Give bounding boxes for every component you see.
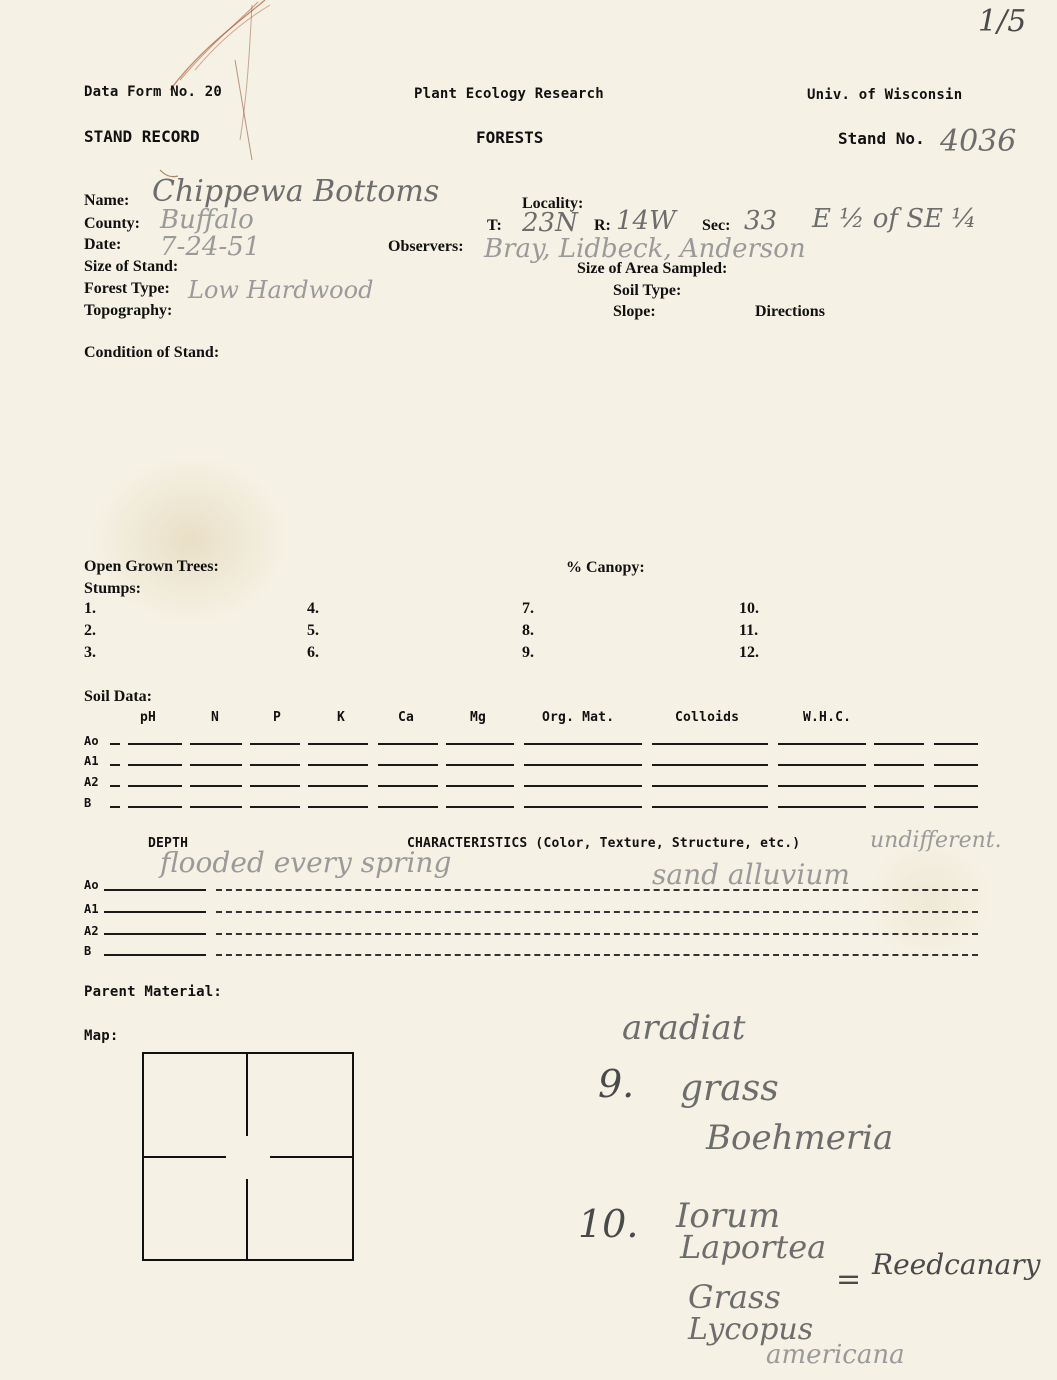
soil-entry-line xyxy=(190,806,242,808)
form-number: Data Form No. 20 xyxy=(84,84,223,100)
soil-entry-line xyxy=(308,806,368,808)
note-line: Iorum xyxy=(676,1196,781,1236)
soil-col-k: K xyxy=(337,710,346,725)
soil-entry-line xyxy=(128,785,182,787)
soil-entry-line xyxy=(652,785,768,787)
stump-number: 3. xyxy=(84,644,96,661)
stump-number: 1. xyxy=(84,600,96,617)
soil-entry-line xyxy=(524,806,642,808)
observers-value: Bray, Lidbeck, Anderson xyxy=(484,234,806,264)
profile-note-sand: sand alluvium xyxy=(652,858,850,891)
name-value: Chippewa Bottoms xyxy=(152,174,440,209)
section-label: Sec: xyxy=(702,217,731,234)
profile-note-undifferentiated: undifferent. xyxy=(870,828,1002,853)
forest-type-label: Forest Type: xyxy=(84,280,170,297)
soil-entry-line xyxy=(128,806,182,808)
soil-entry-line xyxy=(934,743,978,745)
county-value: Buffalo xyxy=(160,205,254,235)
note-line: Lycopus xyxy=(688,1312,814,1347)
name-label: Name: xyxy=(84,192,130,209)
soil-row-label: B xyxy=(84,796,92,810)
stump-number: 8. xyxy=(522,622,534,639)
size-of-stand-label: Size of Stand: xyxy=(84,258,179,275)
soil-entry-line xyxy=(250,785,300,787)
stump-number: 6. xyxy=(307,644,319,661)
characteristics-entry-line xyxy=(216,954,978,956)
stump-number: 5. xyxy=(307,622,319,639)
soil-entry-line xyxy=(128,743,182,745)
soil-entry-line xyxy=(652,806,768,808)
open-grown-trees-label: Open Grown Trees: xyxy=(84,558,219,575)
parent-material-label: Parent Material: xyxy=(84,984,223,1000)
soil-entry-line xyxy=(308,743,368,745)
soil-col-colloids: Colloids xyxy=(675,710,740,725)
note-number: 10. xyxy=(578,1202,639,1246)
soil-entry-line xyxy=(378,764,438,766)
soil-col-ca: Ca xyxy=(398,710,415,725)
profile-row-label: B xyxy=(84,944,92,958)
soil-entry-line xyxy=(778,785,866,787)
note-line: Laportea xyxy=(680,1228,827,1266)
stump-number: 4. xyxy=(307,600,319,617)
profile-row-label: Ao xyxy=(84,878,99,892)
soil-entry-line xyxy=(874,806,924,808)
canopy-label: % Canopy: xyxy=(566,559,645,576)
stump-number: 2. xyxy=(84,622,96,639)
soil-entry-line xyxy=(308,785,368,787)
depth-entry-line xyxy=(104,954,206,956)
directions-label: Directions xyxy=(755,303,825,320)
soil-entry-line xyxy=(446,785,514,787)
stump-number: 10. xyxy=(739,600,759,617)
map-divider xyxy=(144,1156,226,1158)
date-value: 7-24-51 xyxy=(160,232,261,262)
stand-number-label: Stand No. xyxy=(838,129,925,148)
forest-type-value: Low Hardwood xyxy=(188,276,374,304)
soil-row-tick xyxy=(110,743,120,745)
soil-col-mg: Mg xyxy=(470,710,487,725)
soil-entry-line xyxy=(874,785,924,787)
soil-entry-line xyxy=(446,764,514,766)
note-line: grass xyxy=(680,1068,779,1109)
soil-entry-line xyxy=(190,764,242,766)
note-equals: = xyxy=(836,1262,862,1297)
township-value: 23N xyxy=(522,208,578,238)
soil-type-label: Soil Type: xyxy=(613,282,682,299)
stump-number: 7. xyxy=(522,600,534,617)
soil-row-tick xyxy=(110,785,120,787)
soil-data-label: Soil Data: xyxy=(84,688,152,705)
soil-col-n: N xyxy=(211,710,220,725)
soil-entry-line xyxy=(378,806,438,808)
map-divider xyxy=(246,1179,248,1259)
soil-entry-line xyxy=(652,743,768,745)
soil-col-p: P xyxy=(273,710,282,725)
stand-number-value: 4036 xyxy=(940,124,1017,159)
observers-label: Observers: xyxy=(388,238,464,255)
profile-row-label: A1 xyxy=(84,902,99,916)
section-subdivision: E ½ of SE ¼ xyxy=(812,204,977,234)
soil-entry-line xyxy=(308,764,368,766)
soil-entry-line xyxy=(190,785,242,787)
soil-row-label: A1 xyxy=(84,754,99,768)
soil-entry-line xyxy=(934,806,978,808)
stump-number: 12. xyxy=(739,644,759,661)
university-name: Univ. of Wisconsin xyxy=(807,87,963,103)
soil-entry-line xyxy=(378,785,438,787)
note-line: americana xyxy=(766,1340,905,1370)
map-box xyxy=(142,1052,354,1261)
soil-entry-line xyxy=(524,764,642,766)
section-value: 33 xyxy=(744,206,778,236)
corner-page-mark: 1/5 xyxy=(978,4,1027,39)
map-label: Map: xyxy=(84,1028,119,1044)
soil-entry-line xyxy=(378,743,438,745)
soil-entry-line xyxy=(778,743,866,745)
slope-label: Slope: xyxy=(613,303,656,320)
topography-label: Topography: xyxy=(84,302,173,319)
soil-entry-line xyxy=(934,785,978,787)
characteristics-entry-line xyxy=(216,933,978,935)
depth-entry-line xyxy=(104,933,206,935)
soil-row-tick xyxy=(110,764,120,766)
soil-entry-line xyxy=(250,743,300,745)
soil-entry-line xyxy=(524,743,642,745)
soil-entry-line xyxy=(874,764,924,766)
category-title: FORESTS xyxy=(476,128,544,147)
profile-note-flooded: flooded every spring xyxy=(160,846,452,879)
soil-entry-line xyxy=(524,785,642,787)
soil-entry-line xyxy=(190,743,242,745)
note-line: aradiat xyxy=(622,1008,746,1048)
soil-entry-line xyxy=(250,806,300,808)
locality-label: Locality: xyxy=(522,195,584,212)
soil-row-tick xyxy=(110,806,120,808)
characteristics-entry-line xyxy=(216,889,978,891)
note-line: Grass xyxy=(688,1278,781,1316)
soil-entry-line xyxy=(446,743,514,745)
range-value: 14W xyxy=(616,206,676,236)
soil-row-label: A2 xyxy=(84,775,99,789)
depth-entry-line xyxy=(104,911,206,913)
township-label: T: xyxy=(487,217,502,234)
soil-entry-line xyxy=(874,743,924,745)
characteristics-entry-line xyxy=(216,911,978,913)
note-line: Reedcanary xyxy=(872,1248,1041,1281)
county-label: County: xyxy=(84,215,141,232)
characteristics-label: CHARACTERISTICS (Color, Texture, Structure, etc.) xyxy=(407,836,801,851)
note-line: Boehmeria xyxy=(706,1118,894,1158)
map-divider xyxy=(270,1156,352,1158)
soil-entry-line xyxy=(934,764,978,766)
soil-entry-line xyxy=(778,764,866,766)
date-label: Date: xyxy=(84,236,122,253)
soil-entry-line xyxy=(250,764,300,766)
record-type-title: STAND RECORD xyxy=(84,127,200,146)
area-sampled-label: Size of Area Sampled: xyxy=(577,260,728,277)
soil-col-ph: pH xyxy=(140,710,157,725)
soil-entry-line xyxy=(128,764,182,766)
soil-col-whc: W.H.C. xyxy=(803,710,852,725)
stumps-label: Stumps: xyxy=(84,580,141,597)
condition-of-stand-label: Condition of Stand: xyxy=(84,344,220,361)
program-name: Plant Ecology Research xyxy=(414,86,604,102)
depth-label: DEPTH xyxy=(148,836,189,851)
range-label: R: xyxy=(594,217,611,234)
soil-row-label: Ao xyxy=(84,734,99,748)
stump-number: 9. xyxy=(522,644,534,661)
profile-row-label: A2 xyxy=(84,924,99,938)
soil-entry-line xyxy=(652,764,768,766)
soil-entry-line xyxy=(778,806,866,808)
depth-entry-line xyxy=(104,889,206,891)
map-divider xyxy=(246,1054,248,1136)
stump-number: 11. xyxy=(739,622,759,639)
note-number: 9. xyxy=(598,1062,635,1106)
soil-col-org-mat: Org. Mat. xyxy=(542,710,615,725)
soil-entry-line xyxy=(446,806,514,808)
